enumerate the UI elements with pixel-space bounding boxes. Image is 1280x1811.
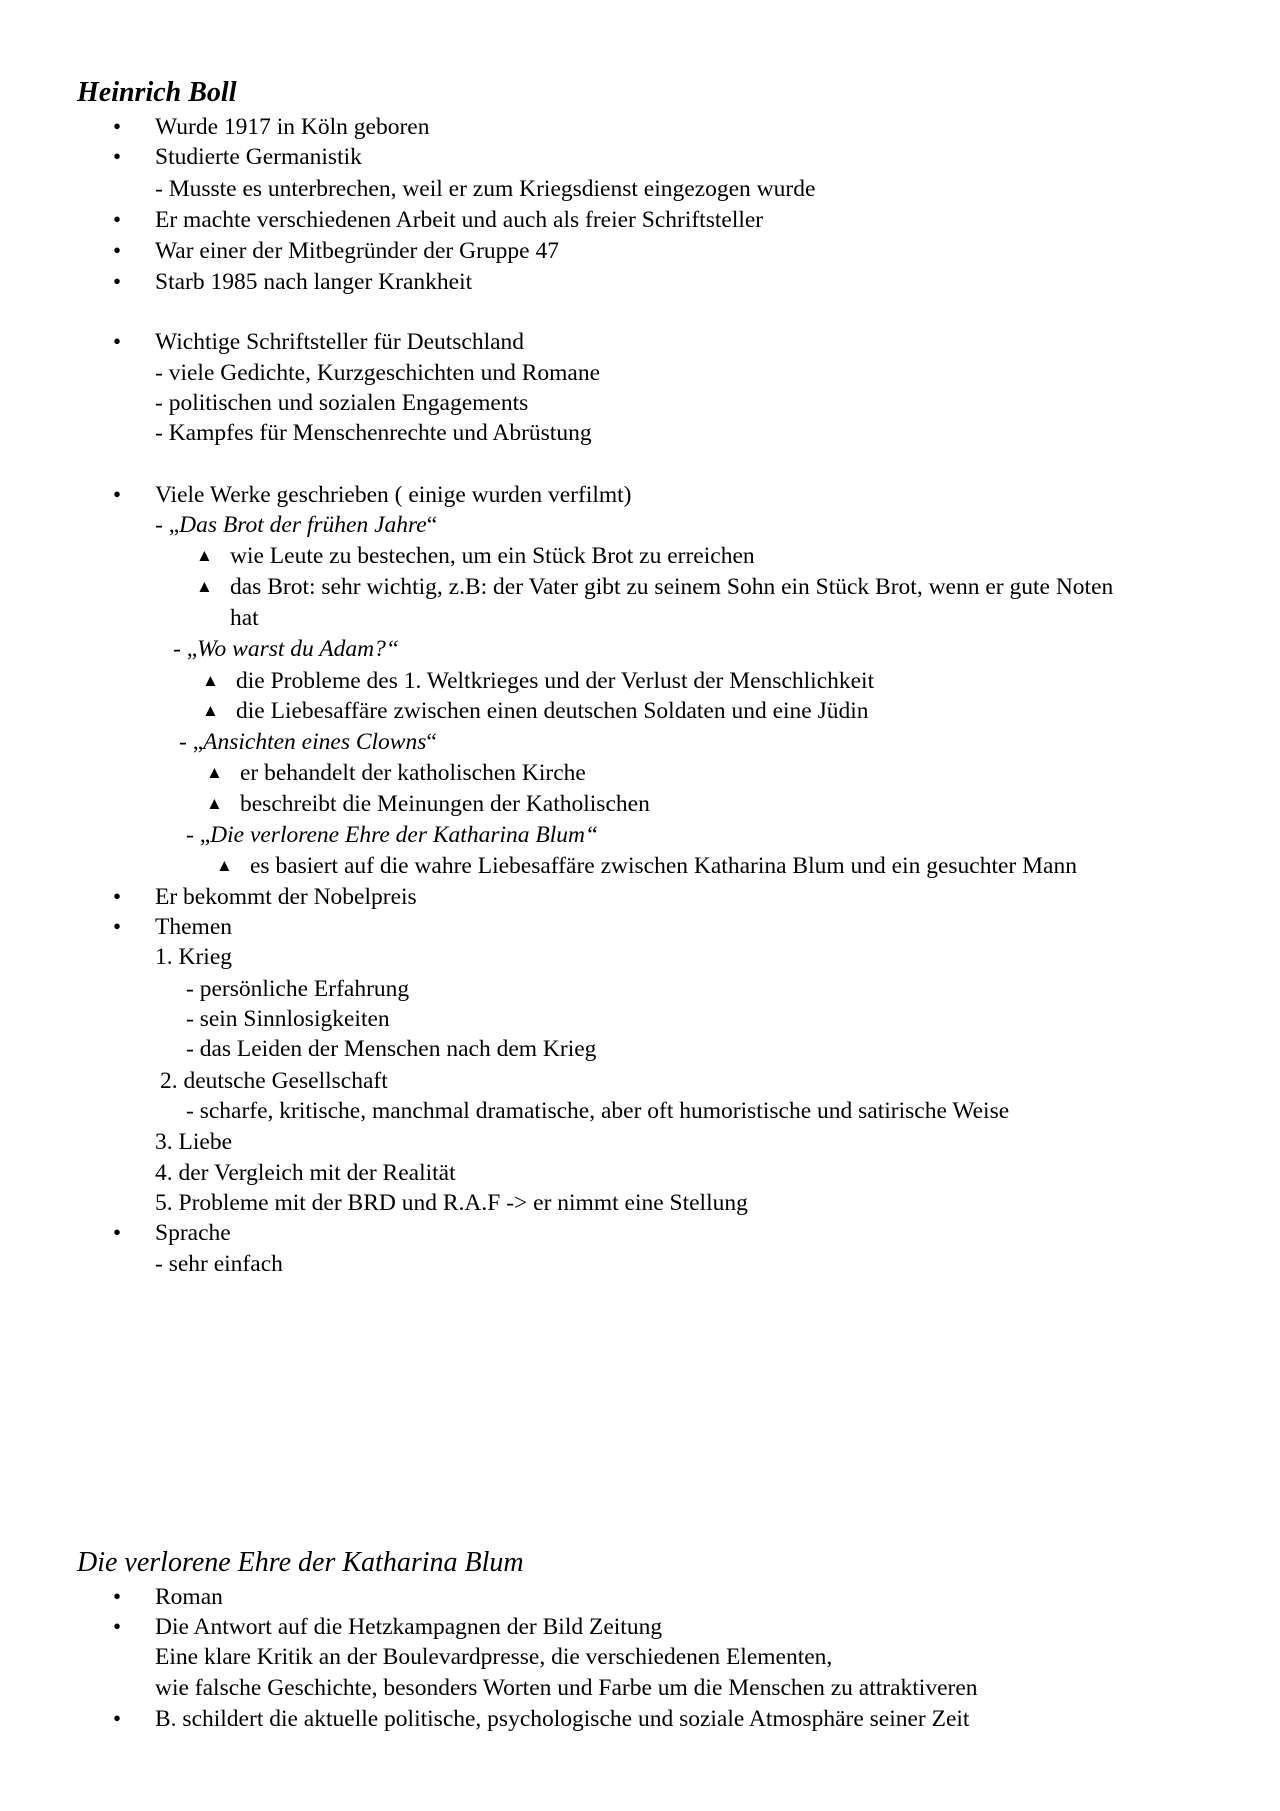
work-prefix: - „: [173, 636, 198, 662]
bullet: •: [113, 914, 122, 939]
bullet: •: [113, 1220, 122, 1245]
triangle-bullet-icon: ▲: [202, 701, 219, 720]
theme-realitaet: 4. der Vergleich mit der Realität: [155, 1160, 456, 1186]
bullet: •: [113, 144, 122, 169]
list-item-death: Starb 1985 nach langer Krankheit: [155, 269, 473, 295]
triangle-bullet-icon: ▲: [216, 856, 233, 875]
bullet: •: [113, 269, 122, 294]
list-item-nobel: Er bekommt der Nobelpreis: [155, 884, 417, 910]
list-item-importance: Wichtige Schriftsteller für Deutschland: [155, 329, 525, 355]
triangle-bullet-icon: ▲: [202, 671, 219, 690]
work-heading-ansichten-eines-clowns: [179, 727, 437, 757]
list-subitem-sprache: - sehr einfach: [155, 1251, 283, 1277]
work-prefix: - „: [186, 822, 211, 848]
work-prefix: - „: [155, 512, 180, 538]
work-point: er behandelt der katholischen Kirche: [240, 760, 586, 786]
list-item-sprache: Sprache: [155, 1220, 231, 1246]
bullet: •: [113, 207, 122, 232]
work-point: die Liebesaffäre zwischen einen deutschen Soldaten und eine Jüdin: [236, 698, 869, 724]
work-suffix: “: [426, 729, 437, 755]
list-subitem-importance: - viele Gedichte, Kurzgeschichten und Romane: [155, 360, 601, 386]
theme-note: - persönliche Erfahrung: [186, 976, 410, 1002]
work-heading-wo-warst-du-adam: [173, 634, 399, 664]
triangle-bullet-icon: ▲: [206, 763, 223, 782]
work-suffix: “: [426, 512, 438, 538]
bullet: •: [113, 114, 122, 139]
list-subitem-importance: - politischen und sozialen Engagements: [155, 390, 529, 416]
work-heading-katharina-blum: [186, 820, 598, 850]
list-item-group47: War einer der Mitbegründer der Gruppe 47: [155, 238, 559, 264]
bullet: •: [113, 1584, 122, 1609]
list-item-antwort: Die Antwort auf die Hetzkampagnen der Bild Zeitung: [155, 1614, 663, 1640]
triangle-bullet-icon: ▲: [196, 546, 213, 565]
section-title-heinrich-boll: Heinrich Boll: [77, 77, 237, 108]
work-point: wie Leute zu bestechen, um ein Stück Brot zu erreichen: [230, 543, 755, 569]
work-point: die Probleme des 1. Weltkrieges und der Verlust der Menschlichkeit: [236, 668, 875, 694]
list-item-works-intro: Viele Werke geschrieben ( einige wurden verfilmt): [155, 482, 632, 508]
theme-note: - scharfe, kritische, manchmal dramatische, aber oft humoristische und satirische Weise: [186, 1098, 1010, 1124]
theme-gesellschaft: 2. deutsche Gesellschaft: [160, 1068, 388, 1094]
section-title-katharina-blum: Die verlorene Ehre der Katharina Blum: [77, 1547, 524, 1578]
list-item-born: Wurde 1917 in Köln geboren: [155, 114, 430, 140]
bullet: •: [113, 238, 122, 263]
theme-note: - sein Sinnlosigkeiten: [186, 1006, 390, 1032]
list-item-studies: Studierte Germanistik: [155, 144, 362, 170]
work-title: Das Brot der frühen Jahre: [179, 512, 427, 538]
work-title: Wo warst du Adam?“: [197, 636, 399, 662]
bullet: •: [113, 1706, 122, 1731]
work-heading-das-brot: [155, 510, 437, 540]
theme-brd-raf: 5. Probleme mit der BRD und R.A.F -> er nimmt eine Stellung: [155, 1190, 748, 1216]
theme-note: - das Leiden der Menschen nach dem Krieg: [186, 1036, 597, 1062]
list-item-roman: Roman: [155, 1584, 223, 1610]
work-point-continued: hat: [230, 605, 259, 631]
work-title: Die verlorene Ehre der Katharina Blum“: [210, 822, 599, 848]
work-point: das Brot: sehr wichtig, z.B: der Vater gibt zu seinem Sohn ein Stück Brot, wenn er gute Noten: [230, 574, 1114, 600]
bullet: •: [113, 884, 122, 909]
list-item-work: Er machte verschiedenen Arbeit und auch als freier Schriftsteller: [155, 207, 764, 233]
work-point: beschreibt die Meinungen der Katholischen: [240, 791, 650, 817]
list-subitem-importance: - Kampfes für Menschenrechte und Abrüstung: [155, 420, 592, 446]
list-item-atmosphaere: B. schildert die aktuelle politische, psychologische und soziale Atmosphäre seiner Zeit: [155, 1706, 970, 1732]
bullet: •: [113, 329, 122, 354]
triangle-bullet-icon: ▲: [196, 577, 213, 596]
triangle-bullet-icon: ▲: [206, 794, 223, 813]
bullet: •: [113, 482, 122, 507]
work-prefix: - „: [179, 729, 204, 755]
theme-krieg: 1. Krieg: [155, 944, 233, 970]
list-item-themes: Themen: [155, 914, 232, 940]
list-subitem-studies-note: - Musste es unterbrechen, weil er zum Kriegsdienst eingezogen wurde: [155, 176, 816, 202]
work-title: Ansichten eines Clowns: [203, 729, 427, 755]
list-item-antwort-line: wie falsche Geschichte, besonders Worten und Farbe um die Menschen zu attraktiveren: [155, 1675, 978, 1701]
theme-liebe: 3. Liebe: [155, 1129, 232, 1155]
bullet: •: [113, 1614, 122, 1639]
list-item-antwort-line: Eine klare Kritik an der Boulevardpresse, die verschiedenen Elementen,: [155, 1644, 833, 1670]
work-point: es basiert auf die wahre Liebesaffäre zwischen Katharina Blum und ein gesuchter Mann: [250, 853, 1077, 879]
